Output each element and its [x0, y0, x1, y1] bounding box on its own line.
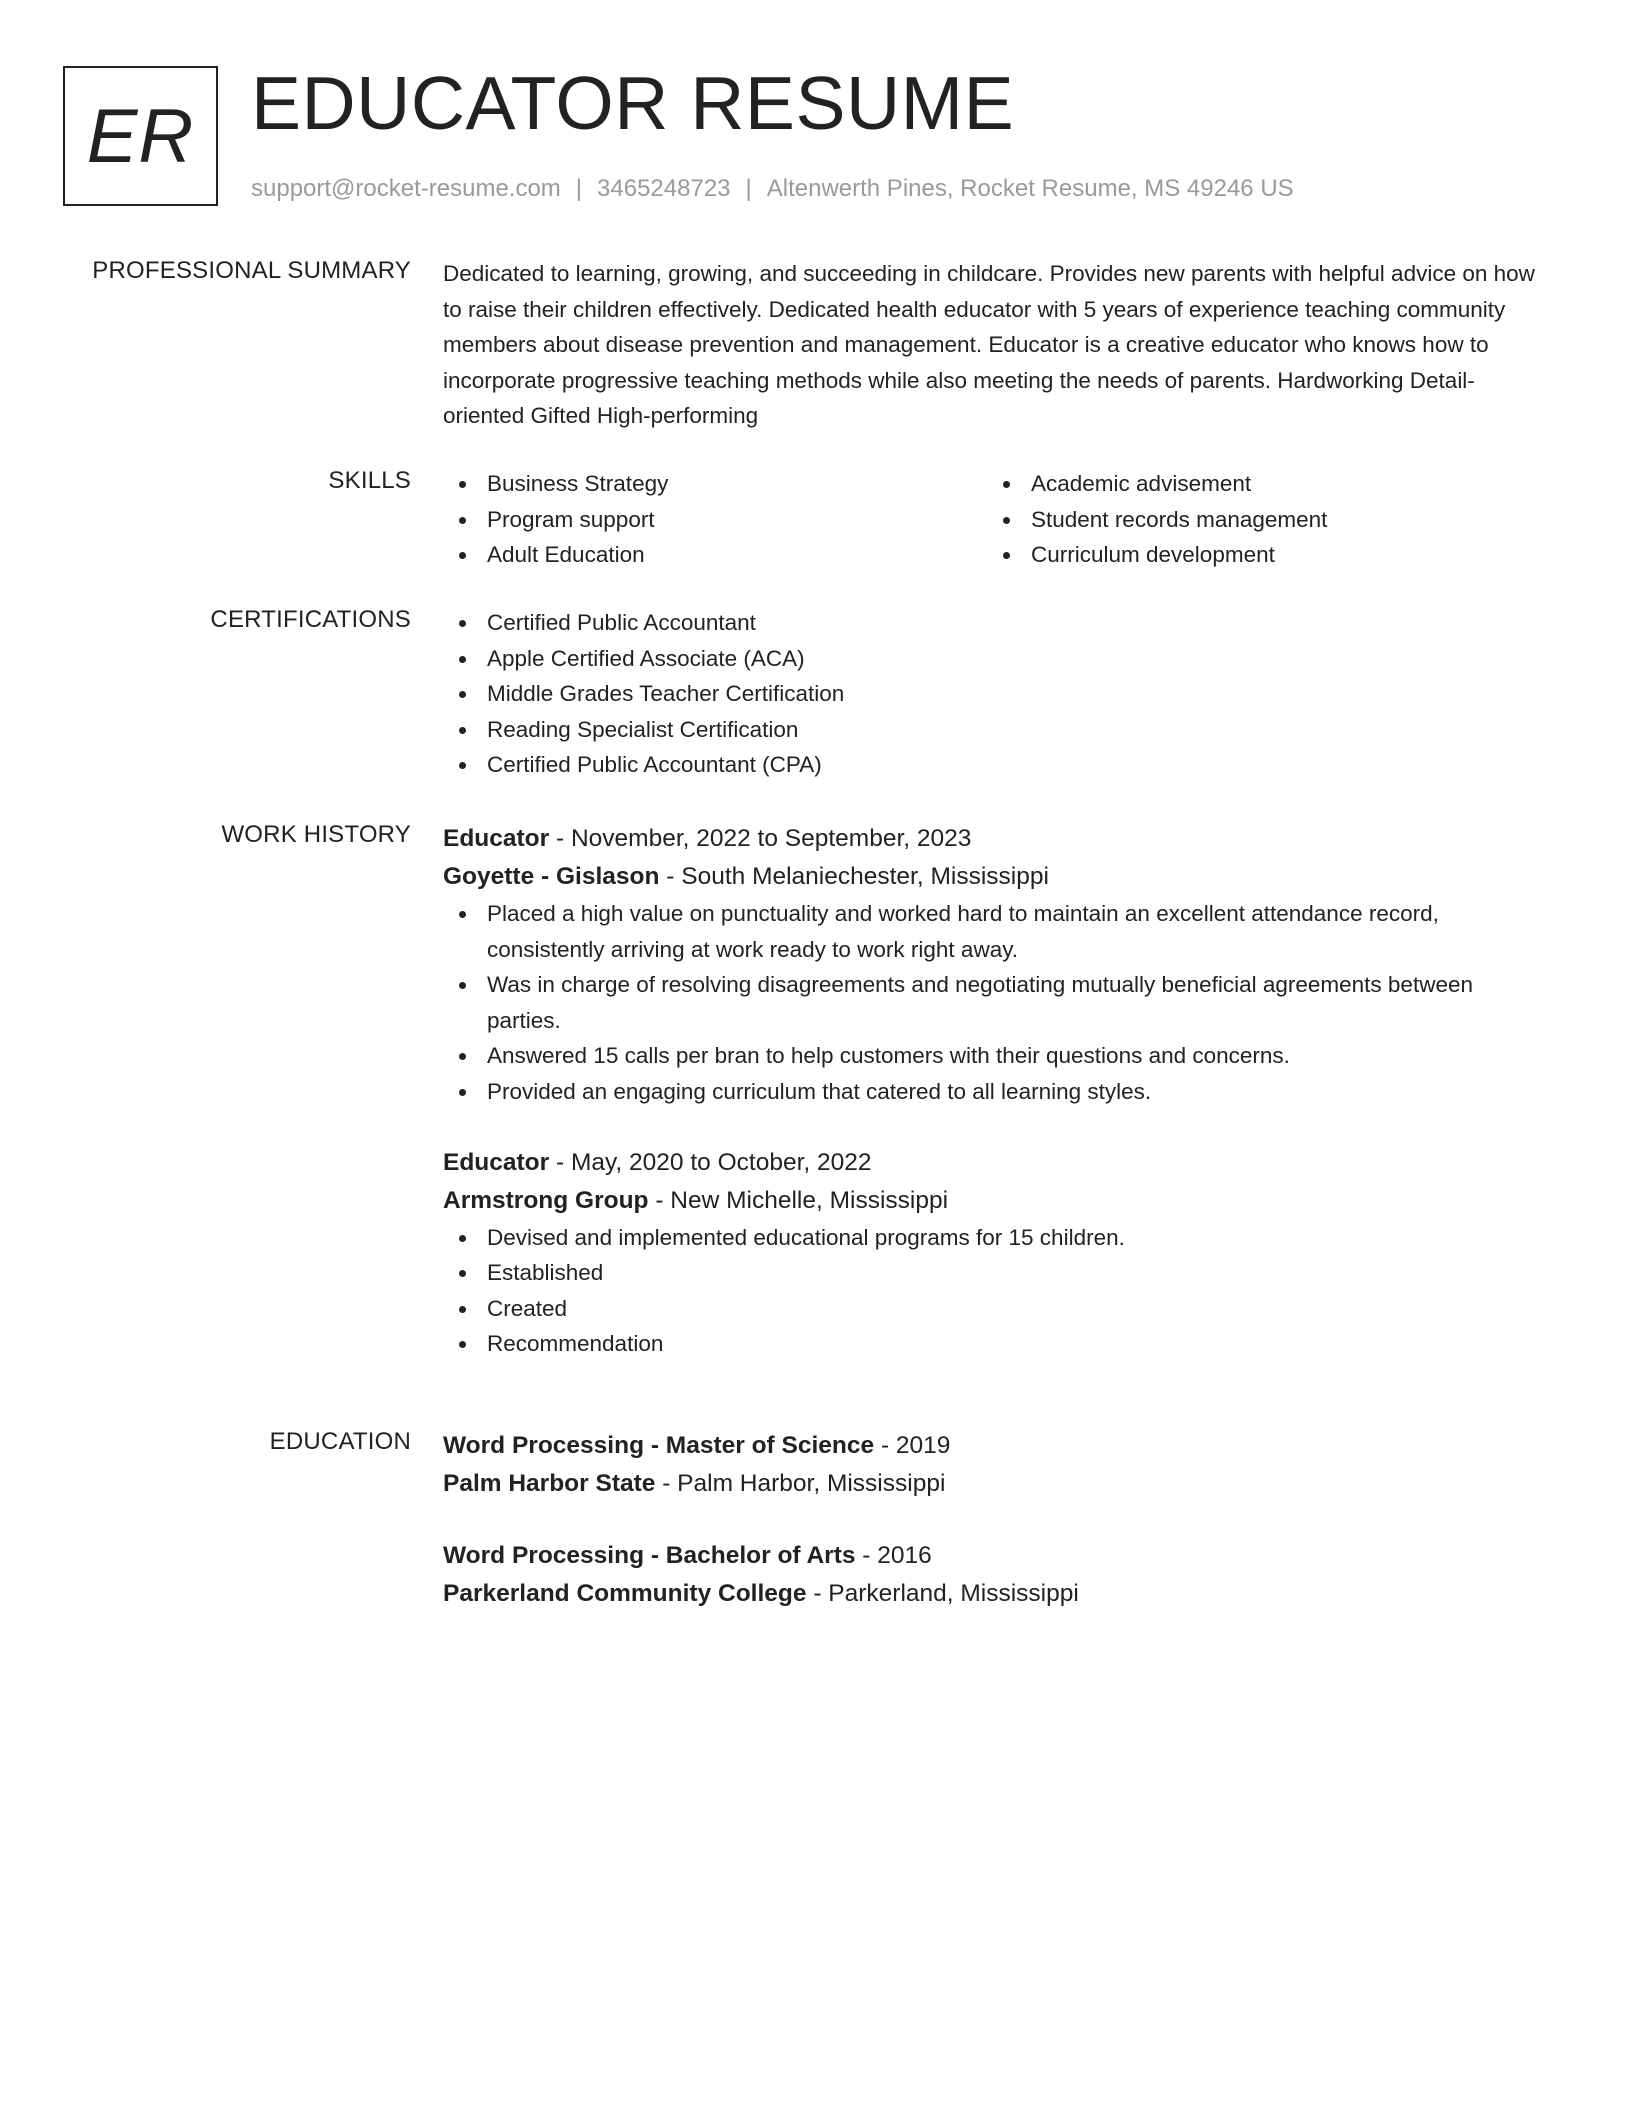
education-school: Palm Harbor State [443, 1470, 656, 1497]
certifications-body [443, 605, 1553, 783]
monogram-initials: ER [86, 93, 195, 179]
job-bullets [443, 896, 1553, 1110]
section-label-work-history: WORK HISTORY [221, 821, 411, 848]
education-location: - Palm Harbor, Mississippi [655, 1470, 946, 1497]
summary-body [443, 256, 1553, 434]
section-label-summary: PROFESSIONAL SUMMARY [92, 257, 411, 284]
education-entry [443, 1537, 1553, 1613]
job-bullets [443, 1220, 1553, 1362]
contact-email: support@rocket-resume.com [251, 175, 561, 202]
job-entry [443, 1144, 1553, 1362]
certification-item: Apple Certified Associate (ACA) [443, 641, 1553, 677]
job-title: Educator [443, 1148, 550, 1176]
certification-item: Certified Public Accountant (CPA) [443, 747, 1553, 783]
job-company-line [443, 1182, 1553, 1220]
skill-item: Student records management [987, 502, 1507, 538]
job-bullet: Created [443, 1291, 1553, 1327]
work-history-body [443, 820, 1553, 1362]
education-school: Parkerland Community College [443, 1580, 807, 1607]
job-bullet: Devised and implemented educational programs for 15 children. [443, 1220, 1553, 1256]
job-location: - South Melaniechester, Mississippi [659, 863, 1049, 890]
monogram-logo [63, 66, 218, 206]
section-label-certifications: CERTIFICATIONS [210, 606, 411, 633]
job-bullet: Placed a high value on punctuality and worked hard to maintain an excellent attendance record, consistently arriving at work ready to work right away. [443, 896, 1553, 967]
certification-item: Certified Public Accountant [443, 605, 1553, 641]
job-dates: - November, 2022 to September, 2023 [549, 825, 972, 852]
job-bullet: Answered 15 calls per bran to help customers with their questions and concerns. [443, 1038, 1553, 1074]
education-year: - 2019 [874, 1432, 951, 1459]
contact-separator: | [745, 175, 752, 202]
contact-separator: | [575, 175, 583, 202]
job-dates: - May, 2020 to October, 2022 [549, 1148, 872, 1176]
job-entry [443, 820, 1553, 1110]
education-degree: Word Processing - Bachelor of Arts [443, 1542, 856, 1569]
education-degree: Word Processing - Master of Science [443, 1432, 875, 1459]
job-title: Educator [443, 825, 550, 852]
education-location: - Parkerland, Mississippi [806, 1580, 1079, 1607]
contact-phone: 3465248723 [597, 175, 731, 202]
certification-item: Reading Specialist Certification [443, 712, 1553, 748]
skill-item: Business Strategy [443, 466, 963, 502]
skill-item: Program support [443, 502, 963, 538]
job-title-line [443, 820, 1553, 858]
education-entry [443, 1427, 1553, 1503]
education-degree-line [443, 1427, 1553, 1465]
skills-column-2 [987, 466, 1507, 573]
education-body [443, 1427, 1553, 1613]
summary-text: Dedicated to learning, growing, and succeeding in childcare. Provides new parents with helpful advice on how to raise their children effectively. Dedicated health educator with 5 years of experience teaching community members about disease prevention and management. Educator is a creative educator who knows how to incorporate progressive teaching methods while also meeting the needs of parents. Hardworking Detail-oriented Gifted High-performing [443, 261, 1535, 429]
education-degree-line [443, 1537, 1553, 1575]
certification-item: Middle Grades Teacher Certification [443, 676, 1553, 712]
contact-line [251, 174, 1294, 204]
education-school-line [443, 1575, 1553, 1613]
contact-address: Altenwerth Pines, Rocket Resume, MS 49246 US [766, 175, 1294, 202]
resume-title: EDUCATOR RESUME [251, 61, 1015, 145]
section-label-skills: SKILLS [328, 467, 411, 494]
job-company-line [443, 858, 1553, 896]
education-school-line [443, 1465, 1553, 1503]
job-location: - New Michelle, Mississippi [648, 1186, 949, 1214]
job-title-line [443, 1144, 1553, 1182]
job-company: Goyette - Gislason [443, 863, 660, 890]
job-bullet: Recommendation [443, 1326, 1553, 1362]
skill-item: Academic advisement [987, 466, 1507, 502]
job-bullet: Was in charge of resolving disagreements and negotiating mutually beneficial agreements between parties. [443, 967, 1553, 1038]
job-bullet: Established [443, 1255, 1553, 1291]
job-company: Armstrong Group [443, 1186, 649, 1214]
job-bullet: Provided an engaging curriculum that catered to all learning styles. [443, 1074, 1553, 1110]
skills-column-1 [443, 466, 963, 573]
skill-item: Curriculum development [987, 537, 1507, 573]
education-year: - 2016 [855, 1542, 932, 1569]
section-label-education: EDUCATION [269, 1428, 411, 1455]
skill-item: Adult Education [443, 537, 963, 573]
